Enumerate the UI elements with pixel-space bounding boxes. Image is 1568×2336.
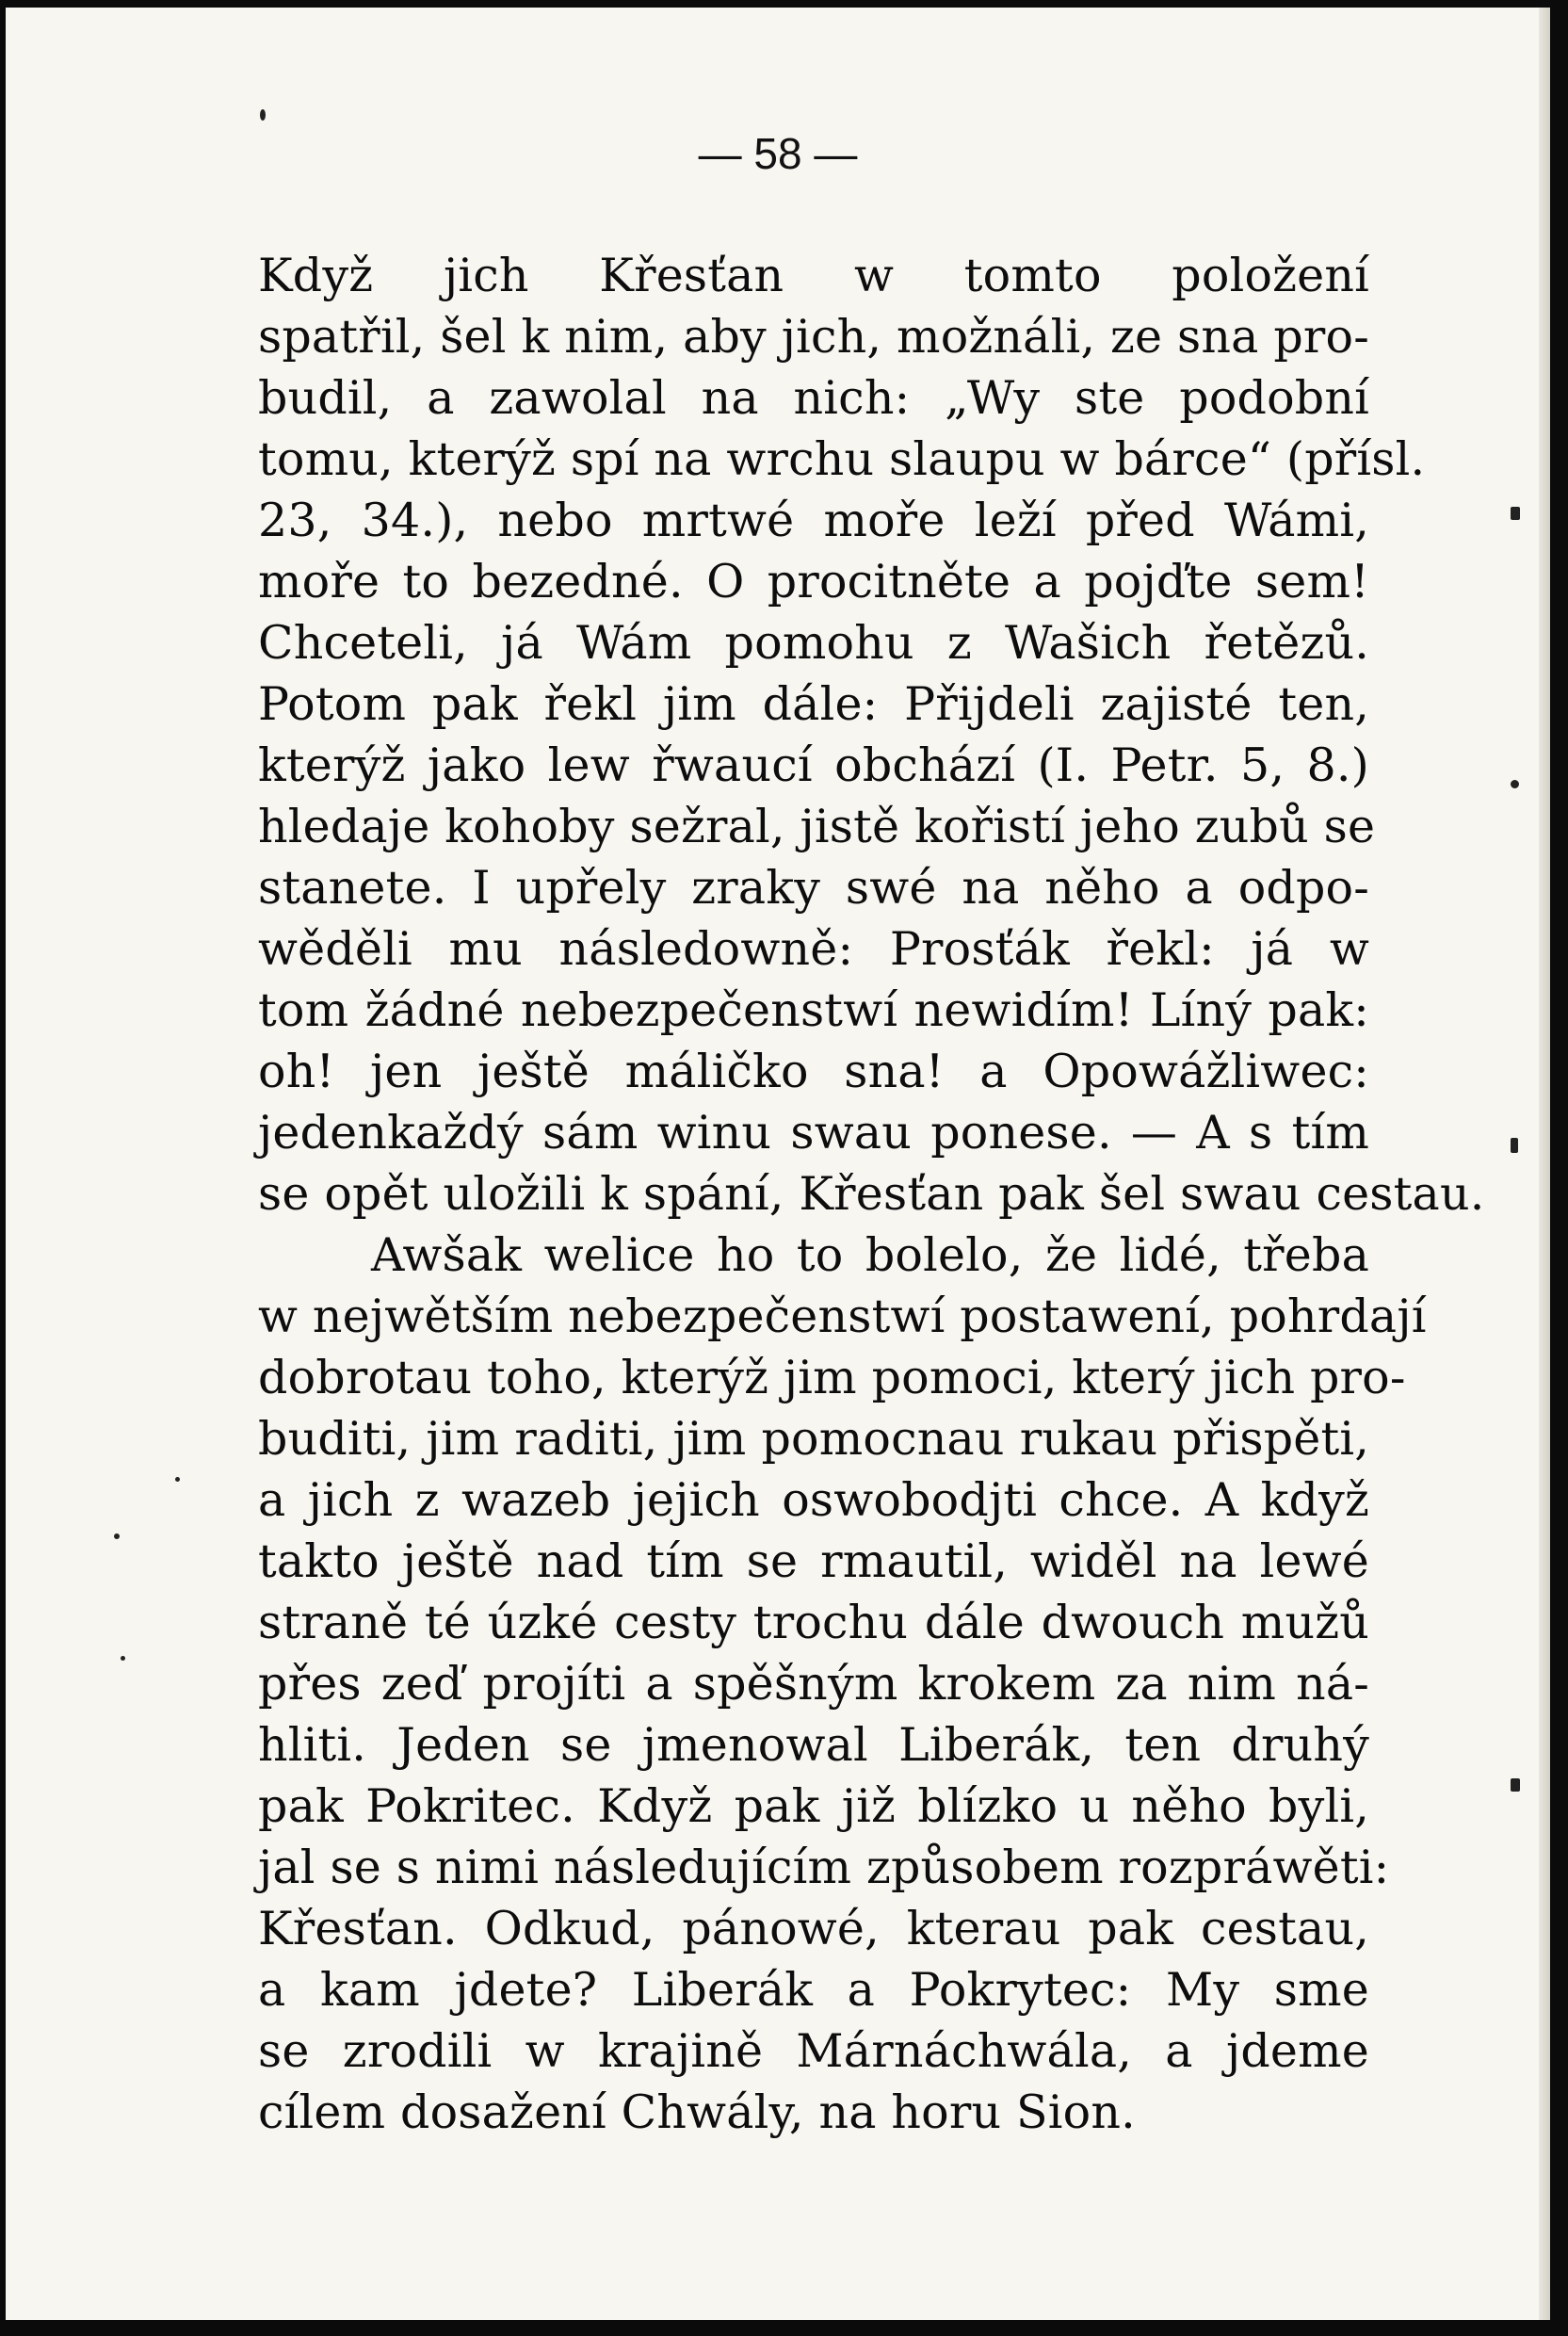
page-number: — 58 — [698,129,858,178]
text-line: Awšak welice ho to bolelo, že lidé, třeba [371,1228,1369,1282]
text-line: oh! jen ještě máličko sna! a Opowážliwec: [258,1045,1369,1098]
text-line: tomu, kterýž spí na wrchu slaupu w bárce“ (přísl. [258,432,1426,486]
body-text [258,245,1485,2143]
text-line: spatřil, šel k nim, aby jich, možnáli, ze sna pro- [258,310,1369,364]
text-line: w nejwětším nebezpečenstwí postawení, pohrdají [258,1290,1427,1343]
text-line: buditi, jim raditi, jim pomocnau rukau přispěti, [258,1412,1369,1466]
text-line: wěděli mu následowně: Prosťák řekl: já w [258,922,1369,976]
ink-speck [175,1477,180,1482]
text-line: a jich z wazeb jejich oswobodjti chce. A když [258,1473,1369,1527]
ink-speck [1511,1138,1518,1153]
text-line: se opět uložili k spání, Křesťan pak šel swau cestau. [258,1167,1485,1221]
text-line: přes zeď projíti a spěšným krokem za nim ná- [258,1657,1369,1711]
ink-speck [260,109,266,121]
ink-speck [1511,780,1519,788]
text-line: kterýž jako lew řwaucí obchází (I. Petr. 5, 8.) [258,738,1369,792]
text-line: takto ještě nad tím se rmautil, widěl na lewé [258,1534,1369,1588]
text-line: straně té úzké cesty trochu dále dwouch mužů [258,1596,1369,1649]
text-line: 23, 34.), nebo mrtwé moře leží před Wámi, [258,494,1369,547]
text-line: cílem dosažení Chwály, na horu Sion. [258,2085,1136,2139]
text-line: Potom pak řekl jim dále: Přijdeli zajisté ten, [258,677,1369,731]
text-line: Křesťan. Odkud, pánowé, kterau pak cestau, [258,1902,1369,1955]
ink-speck [114,1533,120,1539]
ink-speck [121,1656,125,1661]
text-line: moře to bezedné. O procitněte a pojďte sem! [258,555,1369,608]
text-line: tom žádné nebezpečenstwí newidím! Líný pak: [258,983,1369,1037]
book-page [6,8,1550,2320]
text-line: budil, a zawolal na nich: „Wy ste podobní [258,371,1369,425]
ink-speck [1511,507,1520,520]
text-line: hledaje kohoby sežral, jistě kořistí jeho zubů se [258,800,1376,853]
text-line: dobrotau toho, kterýž jim pomoci, který jich pro- [258,1351,1406,1404]
text-line: jal se s nimi následujícím způsobem rozpráwěti: [258,1841,1390,1894]
text-line: jedenkaždý sám winu swau ponese. — A s tím [258,1106,1369,1160]
text-line: hliti. Jeden se jmenowal Liberák, ten druhý [258,1718,1369,1772]
ink-speck [1511,1778,1520,1792]
text-line: stanete. I upřely zraky swé na něho a odpo- [258,861,1369,915]
text-line: a kam jdete? Liberák a Pokrytec: My sme [258,1963,1369,2017]
text-line: se zrodili w krajině Márnáchwála, a jdeme [258,2024,1369,2078]
text-line: Když jich Křesťan w tomto položení [258,249,1369,302]
page-binding-edge [1539,8,1550,2320]
text-line: pak Pokritec. Když pak již blízko u něho byli, [258,1779,1369,1833]
text-line: Chceteli, já Wám pomohu z Wašich řetězů. [258,616,1369,670]
